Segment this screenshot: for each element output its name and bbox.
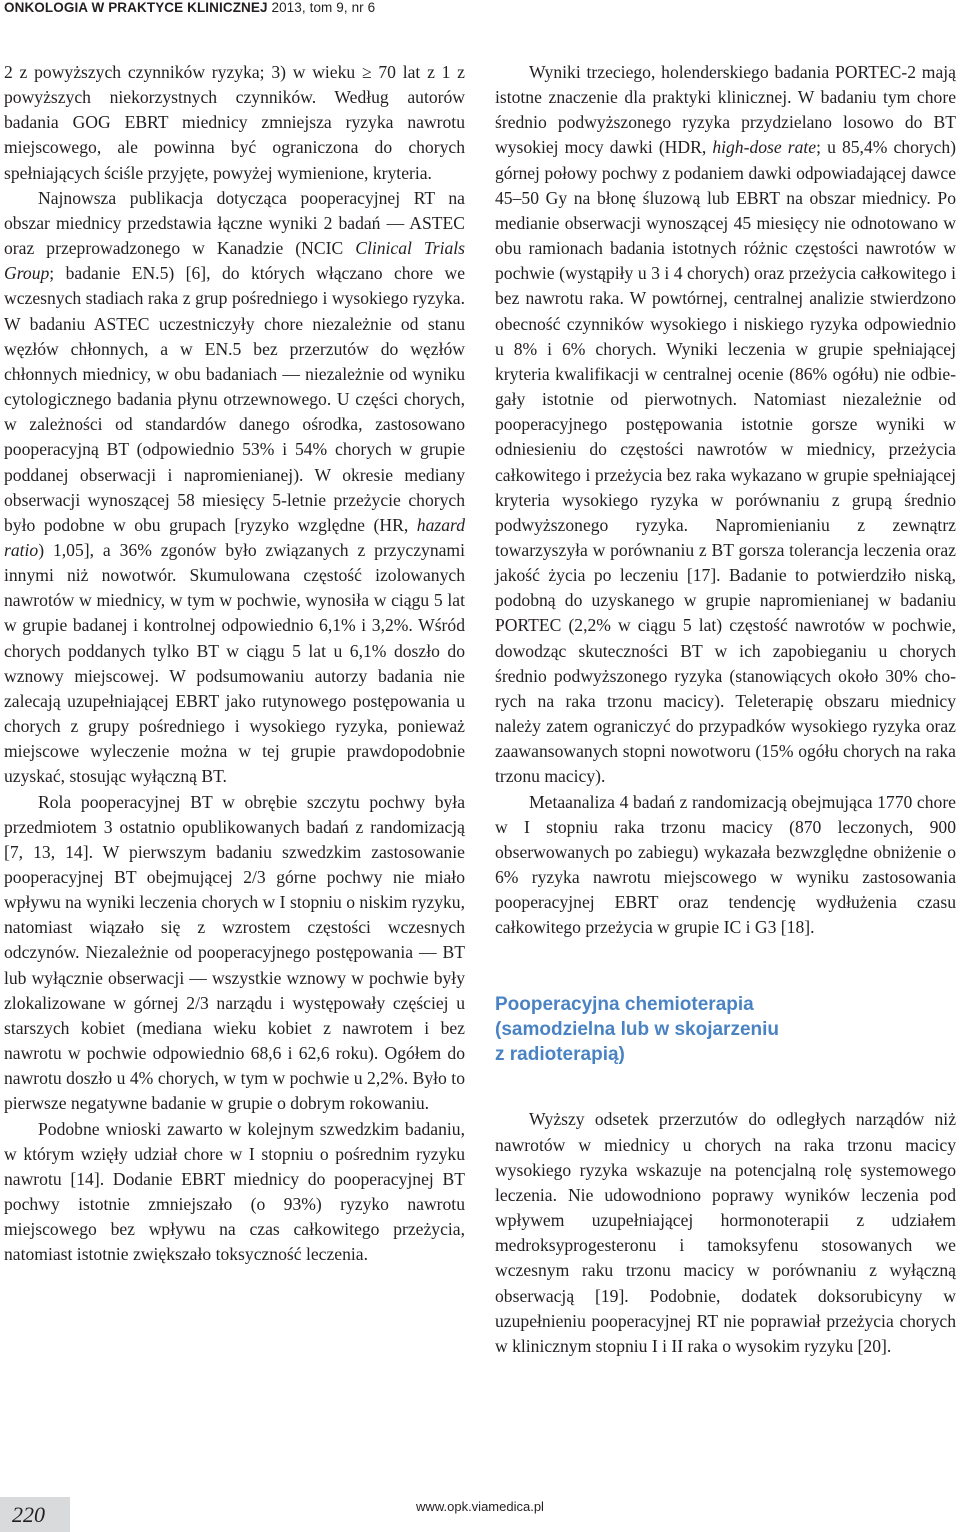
heading-line: (samodzielna lub w skojarzeniu [495,1019,780,1041]
page-number: 220 [12,1502,45,1527]
italic-term: hazard ratio [4,514,465,560]
text-span: ) 1,05], a 36% zgonów było związanych z przyczynami innymi niż nowotwór. Skumulowana częstość izolowanych nawrotów w miednicy, w tym w pochwie, wynosiła w ciągu 5 lat w grupie badanej i kontrolnej odpowiednio 6,1% i 3,2%. Wśród chorych poddanych tylko BT w ciągu 5 lat u 6,1% doszło do wznowy miejscowej. W podsumowaniu autorzy badania nie zalecają uzupełniającej EBRT jako rutynowego postępowania u chorych z grupy pośredniego i wysokiego ryzyka, ponieważ miejscowe wyleczenie można w tej grupie prawdopodobnie uzyskać, stosując wyłączną BT. [4,539,465,787]
heading-line: z radioterapią) [495,1044,625,1066]
italic-term: Clinical Trials Group [4,238,466,284]
paragraph-portec [495,60,956,790]
italic-term: high-dose rate [712,137,817,158]
footer-url: www.opk.viamedica.pl [416,1499,544,1514]
journal-issue: 2013, tom 9, nr 6 [271,0,376,15]
text-span: Wyniki trzeciego, holenderskiego badania PORTEC-2 mają istotne znaczenie dla praktyki klinicznej. W badaniu tym chore średnio podwyższonego ryzyka przydzielano losowo do BT wysokiej mocy dawki (HDR, [495,62,956,158]
paragraph-brachytherapy: Rola pooperacyjnej BT w obrębie szczytu pochwy była przedmiotem 3 ostatnio opublikowanych badań z randomizacją [7, 13, 14]. W pierwszym badaniu szwedzkim zastosowanie pooperacyjnej BT obejmującej 2/3 górne pochwy nie miało wpływu na wyniki leczenia chorych w I stopniu o niskim ryzyku, natomiast wiązało się z wzrostem częstości wczesnych odczynów. Niezależnie od pooperacyjnego postępowania — BT lub wyłącznie obserwacji — wszystkie wznowy w pochwie były zlokalizowane w górnej 2/3 narządu i występowały częściej u starszych kobiet (mediana wieku kobiet z nawrotem i bez nawrotu w pochwie odpowiednio 68,6 i 62,6 roku). Ogółem do nawrotu doszło u 4% chorych, w tym w pochwie u 2,2%. Było to pierwsze negatywne badanie w grupie o dobrym rokowaniu. [4,791,465,1114]
right-column [495,60,956,1359]
paragraph-swedish-study: Podobne wnioski zawarto w kolejnym szwedzkim badaniu, w którym wzięły udział chore w I stopniu o pośrednim ryzyku nawrotu [14]. Dodanie EBRT miednicy do pooperacyjnej BT pochwy istotnie zmniejszało (o 93%) ryzyko nawrotu miejscowego bez wpływu na czas całkowitego przeżycia, natomiast istotnie zwiększało toksyczność leczenia. [4,1118,465,1265]
section-heading [495,992,956,1067]
paragraph-chemotherapy: Wyższy odsetek przerzutów do odległych narządów niż nawrotów w miednicy u chorych na raka trzonu macicy wysokiego ryzyka wskazuje na potencjalną rolę systemowego leczenia. Nie udowodniono poprawy wyników leczenia pod wpływem uzupełniającej hormonoterapii z udziałem medroksyprogesteronu i tamoksyfenu stosowanych we wczesnym raku trzonu macicy w porównaniu z wyłączną obserwacją [19]. Podobnie, dodatek doksorubicyny w uzupełnieniu pooperacyjnej RT nie poprawiał przeżycia chorych w klinicznym stopniu I i II raka o wysokim ryzyku [20]. [495,1109,956,1356]
heading-line: Pooperacyjna chemioterapia [495,994,754,1016]
text-span: Najnowsza publikacja dotycząca pooperacyjnej RT na obszar miednicy przedstawia łączne wyniki 2 badań — ASTEC oraz przeprowadzonego w Kanadzie (NCIC [4,187,465,259]
journal-header [4,0,375,15]
left-column [4,60,465,1268]
text-span: ; badanie EN.5) [6], do których włączano chore we wczesnych stadiach raka z grup pośredniego i wysokiego ryzyka. W badaniu ASTEC uczestniczyły chore niezależnie od stanu węzłów chłonnych, a w EN.5 bez przerzutów do węzłów chłonnych miednicy, w obu badaniach — niezależnie od wyniku cytologicznego badania płynu otrzewnowego. U części chorych, w zależności od standardów danego ośrodka, zastosowano pooperacyjną BT (odpowiednio 53% i 54% chorych w grupie poddanej obserwacji i napromienianej). W okresie mediany obserwacji wynoszącej 58 miesięcy 5-letnie przeżycie chorych było podobne w obu grupach [ryzyko względne (HR, [4,263,465,535]
text-span: ; u 85,4% chorych) górnej połowy pochwy z podaniem dawki odpowiadającej dawce 45–50 Gy na błonę śluzową lub EBRT na obszar miednicy. Po medianie obserwacji wynoszącej 45 miesięcy nie odnotowano w obu ramionach badania istotnych różnic częstości nawrotów w pochwie (wystąpiły u 3 i 4 chorych) oraz przeżycia całkowitego i bez nawrotu raka. W powtórnej, centralnej analizie stwierdzono obecność czynników wysokiego i niskiego ryzyka odpowiednio u 8% i 6% chorych. Wyniki leczenia w grupie spełniającej kryteria kwalifikacji w centralnej ocenie (86% ogółu) nie odbiegały istotnie od pierwotnych. Natomiast niezależnie od pooperacyjnego postępowania istotnie gorsze wyniki w odniesieniu do częstości nawrotów w miednicy, przeżycia całkowitego i przeżycia bez raka wykazano w grupie spełniającej kryteria wysokiego ryzyka w porównaniu z grupą średnio podwyższonego ryzyka. Napromienianiu z zewnątrz towarzyszyła w porównaniu z BT gorsza tolerancja leczenia oraz jakość życia po leczeniu [17]. Badanie to potwierdziło niską, podobną do uzyskanego w grupie napromienianej w badaniu PORTEC (2,2% w ciągu 5 lat) częstość nawrotów w pochwie, dowodząc skuteczności BT w ich zapobieganiu u chorych średnio podwyższonego ryzyka (stanowiących około 30% chorych na raka trzonu macicy). Teleterapię obszaru miednicy należy zatem ograniczyć do przypadków wysokiego ryzyka oraz zaawansowanych stopni nowotworu (15% ogółu chorych na raka trzonu macicy). [495,137,956,787]
paragraph-criteria: 2 z powyższych czynników ryzyka; 3) w wieku ≥ 70 lat z 1 z powyższych niekorzystnych czynników. Według autorów badania GOG EBRT miednicy zmniejsza ryzyka nawrotu miejscowego, ale powinna być ograniczona do chorych spełniających ściśle przyjęte, powyżej wymienione, kryteria. [4,62,465,183]
journal-name: ONKOLOGIA W PRAKTYCE KLINICZNEJ [4,0,268,15]
paragraph-metaanalysis: Metaanaliza 4 badań z randomizacją obejmująca 1770 chore w I stopniu raka trzonu macicy (870 leczonych, 900 obserwowanych po zabiegu) wykazała bezwzględne obniżenie o 6% ryzyka nawrotu miejscowego w wyniku zastosowania pooperacyjnej EBRT oraz tendencję wydłużenia czasu całkowitego przeżycia w grupie IC i G3 [18]. [495,791,956,938]
paragraph-astec [4,186,465,790]
